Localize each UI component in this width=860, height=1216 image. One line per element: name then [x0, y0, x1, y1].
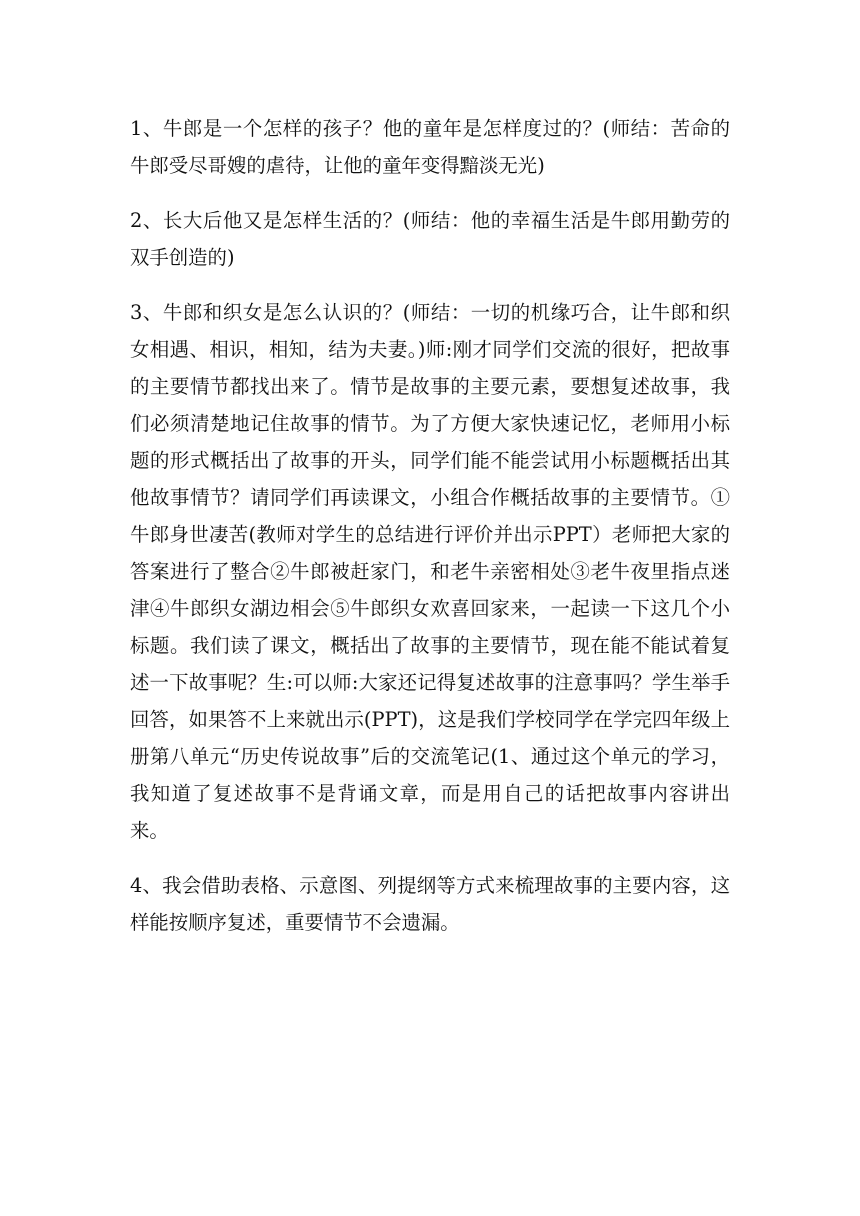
- paragraph-2: 2、长大后他又是怎样生活的？(师结：他的幸福生活是牛郎用勤劳的双手创造的): [130, 209, 730, 269]
- paragraph-4: 4、我会借助表格、示意图、列提纲等方式来梳理故事的主要内容，这样能按顺序复述，重要情节不会遗漏。: [130, 874, 730, 934]
- document-body: [130, 110, 730, 959]
- paragraph-3: 3、牛郎和织女是怎么认识的？(师结：一切的机缘巧合，让牛郎和织女相遇、相识，相知，结为夫妻。)师:刚才同学们交流的很好，把故事的主要情节都找出来了。情节是故事的主要元素，要想复述故事，我们必须清楚地记住故事的情节。为了方便大家快速记忆，老师用小标题的形式概括出了故事的开头，同学们能不能尝试用小标题概括出其他故事情节？请同学们再读课文，小组合作概括故事的主要情节。①牛郎身世凄苦(教师对学生的总结进行评价并出示PPT）老师把大家的答案进行了整合②牛郎被赶家门，和老牛亲密相处③老牛夜里指点迷津④牛郎织女湖边相会⑤牛郎织女欢喜回家来，一起读一下这几个小标题。我们读了课文，概括出了故事的主要情节，现在能不能试着复述一下故事呢？生:可以师:大家还记得复述故事的注意事吗？学生举手回答，如果答不上来就出示(PPT)，这是我们学校同学在学完四年级上册第八单元“历史传说故事”后的交流笔记(1、通过这个单元的学习，我知道了复述故事不是背诵文章，而是用自己的话把故事内容讲出来。: [130, 301, 730, 842]
- paragraph-1: 1、牛郎是一个怎样的孩子？他的童年是怎样度过的？(师结：苦命的牛郎受尽哥嫂的虐待，让他的童年变得黯淡无光): [130, 117, 730, 177]
